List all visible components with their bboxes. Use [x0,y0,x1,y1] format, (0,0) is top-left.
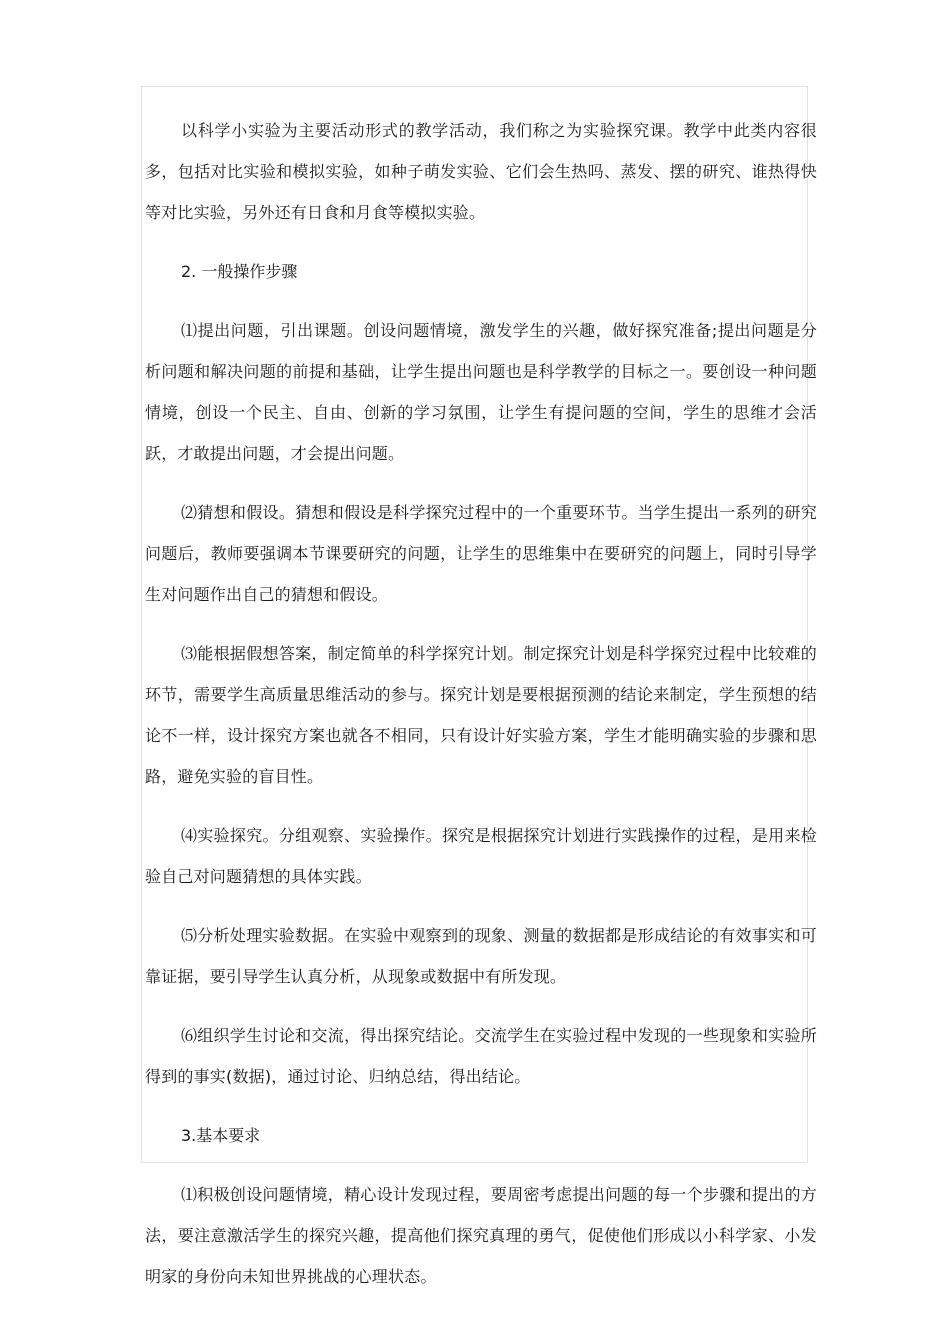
section-heading-steps: 2. 一般操作步骤 [181,262,298,281]
paragraph-step-5: ⑸分析处理实验数据。在实验中观察到的现象、测量的数据都是形成结论的有效事实和可靠证据，要引导学生认真分析，从现象或数据中有所发现。 [145,926,817,986]
paragraph-intro: 以科学小实验为主要活动形式的教学活动，我们称之为实验探究课。教学中此类内容很多，包括对比实验和模拟实验，如种子萌发实验、它们会生热吗、蒸发、摆的研究、谁热得快等对比实验，另外还有日食和月食等模拟实验。 [145,121,817,222]
paragraph-step-1: ⑴提出问题，引出课题。创设问题情境，激发学生的兴趣，做好探究准备;提出问题是分析问题和解决问题的前提和基础，让学生提出问题也是科学教学的目标之一。要创设一种问题情境，创设一个民主、自由、创新的学习氛围，让学生有提问题的空间，学生的思维才会活跃，才敢提出问题，才会提出问题。 [145,321,817,463]
paragraph-step-3: ⑶能根据假想答案，制定简单的科学探究计划。制定探究计划是科学探究过程中比较难的环节，需要学生高质量思维活动的参与。探究计划是要根据预测的结论来制定，学生预想的结论不一样，设计探究方案也就各不相同，只有设计好实验方案，学生才能明确实验的步骤和思路，避免实验的盲目性。 [145,644,817,786]
document-body [145,110,817,1315]
section-heading-requirements: 3.基本要求 [181,1126,261,1145]
paragraph-step-4: ⑷实验探究。分组观察、实验操作。探究是根据探究计划进行实践操作的过程，是用来检验自己对问题猜想的具体实践。 [145,826,817,886]
paragraph-requirement-1: ⑴积极创设问题情境，精心设计发现过程，要周密考虑提出问题的每一个步骤和提出的方法，要注意激活学生的探究兴趣，提高他们探究真理的勇气，促使他们形成以小科学家、小发明家的身份向未知世界挑战的心理状态。 [145,1185,817,1286]
paragraph-step-2: ⑵猜想和假设。猜想和假设是科学探究过程中的一个重要环节。当学生提出一系列的研究问题后，教师要强调本节课要研究的问题，让学生的思维集中在要研究的问题上，同时引导学生对问题作出自己的猜想和假设。 [145,503,817,604]
paragraph-step-6: ⑹组织学生讨论和交流，得出探究结论。交流学生在实验过程中发现的一些现象和实验所得到的事实(数据)，通过讨论、归纳总结，得出结论。 [145,1026,817,1086]
